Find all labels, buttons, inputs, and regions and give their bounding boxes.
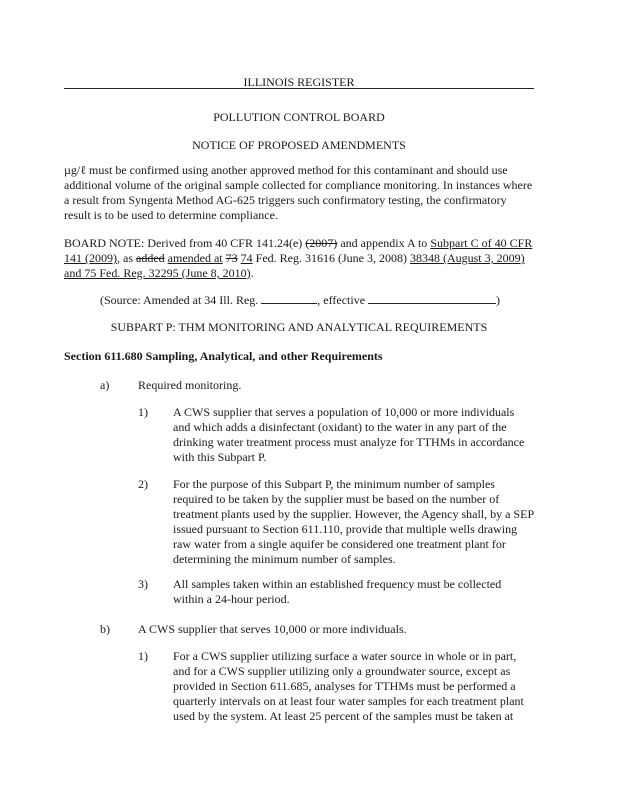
- item-a2-label: 2): [138, 477, 148, 491]
- board-note: [64, 236, 534, 281]
- item-a3-text: All samples taken within an established frequency must be collected within a 24-hour period.: [173, 577, 502, 606]
- board-note-end: .: [250, 266, 254, 280]
- board-note-prefix: BOARD NOTE: Derived from 40 CFR 141.24(e): [64, 236, 306, 250]
- board-note-mid: Fed. Reg. 31616 (June 3, 2008): [252, 251, 410, 265]
- item-a-text: Required monitoring.: [138, 378, 242, 392]
- header-rule: [64, 88, 534, 89]
- item-a2-text: For the purpose of this Subpart P, the minimum number of samples required to be taken by the supplier must be based on the number of treatment plants used by the supplier. However, the Agency shall, by a SEP issued pursuant to Section 611.110, provide that multiple wells drawing raw water from a single aquifer be considered one treatment plant for determining the minimum number of samples.: [173, 477, 534, 566]
- source-end: ): [496, 293, 501, 307]
- register-title: ILLINOIS REGISTER: [243, 75, 355, 89]
- reg-page-blank: [261, 292, 317, 304]
- board-title: POLLUTION CONTROL BOARD: [213, 110, 385, 124]
- board-note-and-appendix: and appendix A to: [337, 236, 431, 250]
- subpart-c-ref: Subpart C of 40 CFR 141 (2009): [64, 236, 533, 265]
- subpart-heading: SUBPART P: THM MONITORING AND ANALYTICAL REQUIREMENTS: [110, 320, 488, 334]
- struck-added: added: [136, 251, 165, 265]
- section-heading: Section 611.680 Sampling, Analytical, and other Requirements: [64, 349, 383, 363]
- struck-year: (2007): [305, 236, 338, 250]
- effective-date-blank: [368, 292, 496, 304]
- item-a3-label: 3): [138, 577, 148, 591]
- struck-73: 73: [225, 251, 238, 265]
- num-74: 74: [240, 251, 253, 265]
- item-b-label: b): [100, 622, 110, 636]
- source-prefix: (Source: Amended at 34 Ill. Reg.: [100, 293, 262, 307]
- fed-reg-ref: 38348 (August 3, 2009) and 75 Fed. Reg. 32295 (June 8, 2010): [64, 251, 525, 280]
- intro-paragraph: µg/ℓ must be confirmed using another approved method for this contaminant and should use additional volume of the original sample collected for compliance monitoring. In instances where a result from Syngenta Method AG-625 triggers such confirmatory testing, the confirmatory result is to be used to determine compliance.: [64, 163, 533, 222]
- item-b-text: A CWS supplier that serves 10,000 or more individuals.: [138, 622, 407, 636]
- source-line: [100, 292, 520, 308]
- item-a1-label: 1): [138, 405, 148, 419]
- notice-title: NOTICE OF PROPOSED AMENDMENTS: [192, 138, 406, 152]
- item-b1-label: 1): [138, 649, 148, 663]
- amended-at: amended at: [167, 251, 223, 265]
- source-mid: , effective: [317, 293, 369, 307]
- item-a1-text: A CWS supplier that serves a population of 10,000 or more individuals and which adds a disinfectant (oxidant) to the water in any part of the drinking water treatment process must analyze for TTHMs in accordance with this Subpart P.: [173, 405, 525, 464]
- board-note-comma: , as: [117, 251, 136, 265]
- item-a-label: a): [100, 378, 110, 392]
- item-b1-text: For a CWS supplier utilizing surface a water source in whole or in part, and for a CWS supplier utilizing only a groundwater source, except as provided in Section 611.685, analyses for TTHMs must be performed a quarterly intervals on at least four water samples for each treatment plant used by the system. At least 25 percent of the samples must be taken at: [173, 649, 524, 723]
